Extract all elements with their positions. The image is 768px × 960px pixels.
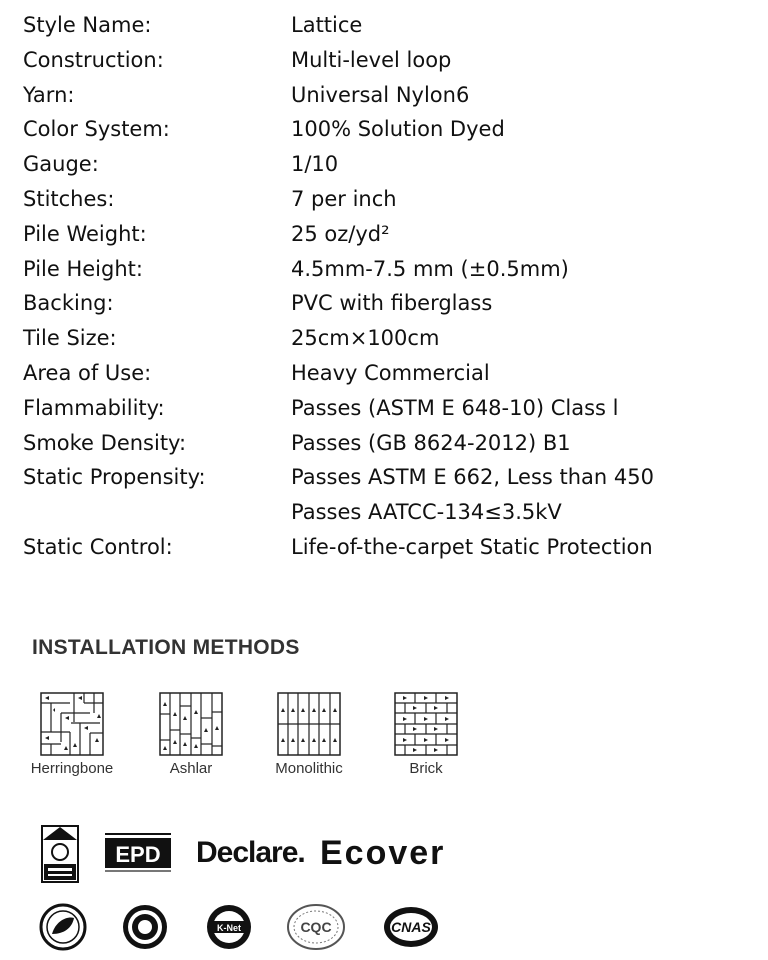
declare-logo: Declare. [196,836,305,869]
spec-row [23,114,743,149]
method-label: Monolithic [275,760,343,777]
ashlar-pattern-icon [159,692,223,756]
spec-label: Static Control: [23,534,173,559]
spec-value: Heavy Commercial [291,360,490,385]
cqc-logo [285,902,347,952]
spec-label: Color System: [23,117,170,142]
spec-value: 4.5mm-7.5 mm (±0.5mm) [291,256,569,281]
spec-value: Universal Nylon6 [291,82,470,107]
spec-table [23,10,743,567]
spec-label: Flammability: [23,395,165,420]
spec-label: Pile Weight: [23,221,147,246]
cnas-text: CNAS [391,919,431,935]
spec-label: Style Name: [23,13,152,37]
spec-row [23,254,743,289]
spec-value: Multi-level loop [291,47,452,72]
spec-value: Life-of-the-carpet Static Protection [291,534,653,559]
spec-row [23,358,743,393]
spec-row [23,10,743,45]
spec-row [23,149,743,184]
knet-logo [203,902,255,952]
spec-value: 25 oz/yd² [291,221,390,246]
spec-value: 7 per inch [291,186,397,211]
spec-row [23,462,743,497]
spec-label: Area of Use: [23,360,152,385]
method-label: Herringbone [30,760,114,777]
spec-row [23,219,743,254]
spec-label: Tile Size: [23,326,117,351]
installation-methods-title: INSTALLATION METHODS [32,636,300,659]
knet-text: K-Net [217,923,241,933]
method-label: Brick [409,760,443,777]
spec-value: Passes ASTM E 662, Less than 450 [291,465,654,490]
ecover-logo: Ecover [320,834,446,872]
spec-value: PVC with fiberglass [291,291,493,316]
method-monolithic [268,692,350,777]
spec-value: 100% Solution Dyed [291,117,505,142]
environmental-label-logo [38,902,88,952]
spec-label: Yarn: [23,82,75,107]
cnas-logo [380,902,442,952]
spec-label: Stitches: [23,186,115,211]
spec-value: Passes (GB 8624-2012) B1 [291,430,571,455]
spec-value: Lattice [291,13,363,37]
spec-value: Passes AATCC-134≤3.5kV [291,500,562,525]
wgdd-seal-logo [120,902,170,952]
spec-row [23,428,743,463]
spec-label: Construction: [23,47,164,72]
cqc-text: CQC [300,919,332,935]
spec-row [23,323,743,358]
epd-text: EPD [115,842,161,867]
spec-row [23,532,743,567]
brick-pattern-icon [394,692,458,756]
cri-green-label-plus-logo [40,824,80,884]
herringbone-pattern-icon [40,692,104,756]
spec-row [23,288,743,323]
monolithic-pattern-icon [277,692,341,756]
spec-row [23,497,743,532]
method-herringbone [22,692,122,777]
spec-value: 25cm×100cm [291,326,440,351]
method-ashlar [158,692,224,777]
spec-value: 1/10 [291,152,339,177]
spec-row [23,80,743,115]
spec-label: Smoke Density: [23,430,187,455]
epd-logo [104,832,172,874]
spec-value: Passes (ASTM E 648-10) Class l [291,395,619,420]
spec-label: Pile Height: [23,256,143,281]
spec-label: Backing: [23,291,114,316]
spec-label: Gauge: [23,152,99,177]
method-label: Ashlar [169,760,213,777]
method-brick [393,692,459,777]
spec-label: Static Propensity: [23,465,206,490]
spec-row [23,45,743,80]
spec-row [23,184,743,219]
spec-row [23,393,743,428]
